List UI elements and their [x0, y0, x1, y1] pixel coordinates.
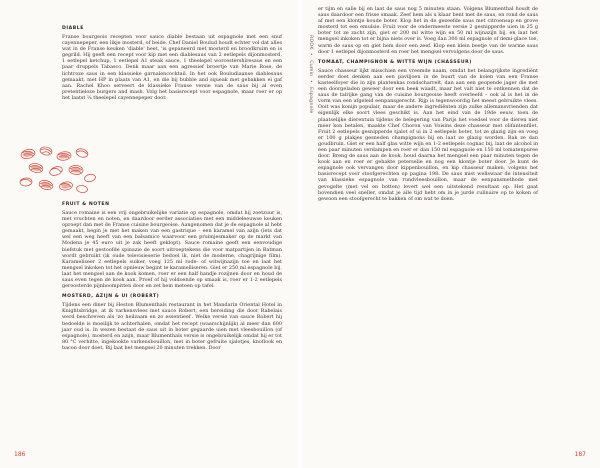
- page-number-right: 187: [574, 451, 586, 458]
- right-column: [318, 6, 538, 202]
- red-nuts-sketch-illustration: [16, 144, 100, 196]
- section-title-fruit-noten: FRUIT & NOTEN: [62, 202, 110, 207]
- paragraph-mosterd-robert: Tijdens een diner bij Heston Blumenthals restaurant in het Mandarin Oriental Hotel in Knightsbridge, at ik varkensvlees met sauce Robert, een bereiding die door Rabelais werd beschreven als 'zo heilzaam en zo essentieel'. Welke versie van sauce Robert hij bedoelde is moeilijk te achterhalen, omdat het recept (waarschijnlijk) al meer dan 600 jaar oud is. In wezen bestaat de saus uit in boter gegaarde uien met vleesbouillon (of espagnole), mosterd en azijn, maar Blumenthals versie is ongebruikelijk omdat hij er tot 80 °C verhitte, ingekookte varkensbouillon, met in boter gefruite sjalotjes, knoflook en bacon door doet. Bij laat het mengsel 20 minuten trekken. Door: [62, 302, 282, 351]
- running-head-part: ROOK: [308, 35, 313, 50]
- left-page: [0, 0, 298, 468]
- section-title-diable: DIABLE: [62, 26, 84, 31]
- running-head-part: Cumin: [308, 60, 313, 77]
- paragraph-diable: Franse bourgeois recepten voor sauce diable bestaan uit espagnole met een snuf cayennepeper, een likje mosterd, of beide. Chef Daniel Boulud houdt echter vol dat alles wat in de Franse keuken 'diable' heet, 'is gepaneerd met mosterd en broodkruim en is gegrild. Hij geeft een recept voor kip met een diablesaus van 2 eetlepels dijonmosterd, 1 eetlepel ketchup, 1 eetlepel A1 steak sauce, 1 theelepel worcestershiresaus en een paar druppels Tabasco. Denk maar aan een agressief broertje van Marie Rose, de lichtroze saus in een klassieke garnalencocktail. In het ook Bouludiaanse diablesaus gemaakt, met HP in plaats van A1, en die bij bubble and squeak met gebakken ei gaf aan. Rachel Khoo serveert de klassieke Franse versie van de saus bij al even pretentieloze burgers and mash. Volg het basisrecept voor espagnole, maar roer er op het laatst ¼ theelepel cayennepeper door.: [62, 34, 282, 101]
- left-column-top: [62, 26, 282, 101]
- running-head-separator: •: [308, 53, 313, 57]
- running-head: [305, 35, 313, 145]
- section-title-chasseur: TOMAAT, CHAMPIGNON & WITTE WIJN (CHASSEUR): [318, 59, 472, 65]
- paragraph-chasseur: Sauce chasseur lijkt misschien een vreemde naam, omdat het belangrijkste ingrediënt eerder doet denken aan een paviljoen in de buurt van de kolen van een Franse kasteelfoyer die in zijn plantenkas rondscharrelt, dan aan een geopende jager die met een doorgeladen geweer door een beek waadt, maar het valt niet te ontkennen dat de saus de talrijke gang van de cuisine bourgeoise heeft overleefd – ook al is het in de vorm van een afgeleid eenpansgerecht. Rijp is tegenwoordig het meest gebruikte vlees. Ooit was konijn populair, maar de andere ingrediënten zijn zulke allemansvrienden dat eigenlijk elke soort vlees geschikt is. Aan het eind van de 19de eeuw, toen de plaatselijke dierentuin tijdens de belegering van Parijs het voedsel voor de dieren niet meer kon betalen, maakte Chef Choron van Voisins deze chasseur met olifantenfilet. Fruit 2 eetlepels gesnipperde sjalot of ui in 2 eetlepels boter, tot ze glazig zijn en voeg er 100 g plakjes gesneden champignons bij en laat ze glazig worden. Bak ze dan goudbruin. Giet er een half glas witte wijn en 1-2 eetlepels cognac bij, laat de alcohol in een paar minuten verdampen en roer er dan 150 ml espagnole en 150 ml tomatenpuree door. Breng de saus aan de kook, houd daarna het mengsel een paar minuten tegen de kook aan en roer er gehakte peterselie en nog een klontje boter door. Je kunt de espagnole ook vervangen door kippenbouillon, en kip chasseur maken, volgens het basisrecept voor stoofgerechten op pagina 198. De saus mist wellswaar de intensiteit van klassieke espagnole van rundvleesbouillon, maar de eenpansmethode met gevogelte (met vel en botten) levert wel een uitstekend resultaat op. Het gaat bovendien veel sneller, omdat je alle tijd hebt om in je jurde culinaire op te koken of gewoon een stoofgerecht te bakken of om wat te doen.: [318, 67, 538, 202]
- paragraph-fruit-noten: Sauce romaine is een vrij ongebruikelijke variatie op espagnole, omdat hij zoetzuur is, met vruchten en noten, en daardoor eerder associaties met een middeleeuwse keuken oproept dan met de Franse cuisine bourgeoise. Aangenomen dat je de espagnole al hebt gemaakt, begin je met het maken van een gastrique – een karamel van azijn (iets dat wel een weg heeft van een balsamico waarvoor een pruimjesmaker op de markt van Modena je 45 euro uit je zak heeft geklopt). Sauce romaine geeft een eenvoudige biefstuk met gestoofde spinazie de soort uitroeptekens die voor matpartijen in Batman wordt gebruikt (ik oude televisieserie bedoel ik, niet de moderne, chagrijnige film). Karameliseer 2 eetlepels suiker, voeg 125 ml rode- of witwijnazijn toe en laat het mengsel inkoken tot het opnieuw begint te karamelliseren. Giet er 250 ml espagnole bij, laat het mengsel aan de kook komen, roer er een half handje rozijnen door en houd de saus even tegen de kook aan. Proef of hij voldoende op smaak is, roer er 1-2 eetlepels geroosterde pijnboompitten door en zet hem meteen op tafel.: [62, 210, 282, 290]
- section-title-mosterd-robert: MOSTERD, AZIJN & UI (ROBERT): [62, 294, 160, 300]
- paragraph-robert-continued: er tijm en salie bij en laat de saus nog 5 minuten staan. Volgens Blumenthal houdt de saus daardoor een frisse smaak. Zeef hem als u klaar bent met de saus, en rond de saus af met een klontje koude boter. Klop het in de gezeefde saus met citroensap en grove mosterd tot een emulsie. Fruit voor de ondermeeste versie 2 gesnipperde uien in 25 g boter tot ze zacht zijn, giet er 200 ml witte wijn en 50 ml wijnazijn bij, en laat het mengsel inkoken tot er bijna niets over is. Voeg dan 300 ml espagnole of demi-glace toe, warm de saus op en giet hem door een zeef. Klop een klein beetje van de warme saus door 1 eetlepel dijonmosterd en roer het mengsel vervolgens door de saus.: [318, 6, 538, 55]
- running-head-part: Espagnole: [308, 87, 313, 114]
- left-column-bottom: [62, 202, 282, 351]
- page-number-left: 186: [14, 451, 26, 458]
- running-head-separator: •: [308, 80, 313, 84]
